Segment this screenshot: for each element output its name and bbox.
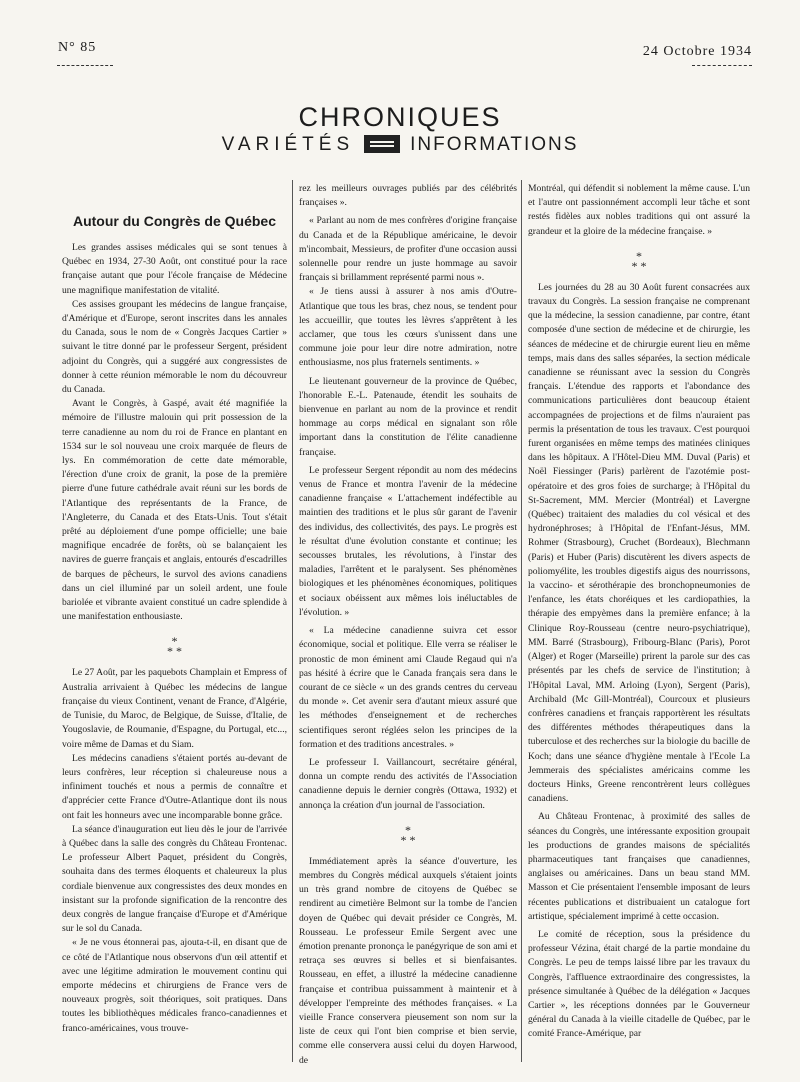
separator-top-star: * — [171, 634, 178, 649]
masthead-informations: INFORMATIONS — [410, 134, 579, 155]
issue-number: N° 85 — [58, 40, 97, 55]
paragraph: Avant le Congrès, à Gaspé, avait été magnifiée la mémoire de l'illustre malouin qui prit possession de la terre canadienne au nom du roi de France en plantant en 1534 sur le sol nouveau une croix marquée de fleurs de lys. En commémoration de cette date mémorable, l'érection d'une croix de granit, la pose de la première pierre d'une future cathédrale avait réuni sur les bords de l'Atlantique des représentants de la France, de l'Angleterre, du Canada et des Etats-Unis. Tout s'était prêté au déploiement d'une pompe officielle; une baie magnifique encadrée de forêts, où se balançaient les navires de guerre français et anglais, entourés d'escadrilles de barques de pêcheurs, le survol des avions canadiens dans un ciel illuminé par un soleil ardent, une foule bariolée et vibrante avaient constitué un cadre splendide à une manifestation enthousiaste. — [62, 398, 287, 623]
issue-date-rule — [692, 65, 752, 66]
masthead-title: CHRONIQUES — [298, 102, 502, 132]
separator-top-star: * — [636, 248, 642, 263]
section-separator — [62, 634, 287, 659]
paragraph: « La médecine canadienne suivra cet essor économique, social et politique. Elle verra se réaliser le pronostic de mon éminent ami Claude Regaud qui n'a pas hésité à écrire que le Canada français sera dans le courant de ce siècle « un des grands centres du cerveau du monde ». Cet avenir sera d'autant mieux assuré que les méthodes d'enseignement et de recherches scientifiques seront réglées selon les principes de la formation et des traditions ancestrales. » — [299, 625, 517, 750]
article-column-1 — [62, 182, 287, 1036]
column-rule-right — [521, 180, 522, 1062]
issue-date: 24 Octobre 1934 — [642, 44, 752, 59]
section-separator — [299, 822, 517, 847]
paragraph: Le 27 Août, par les paquebots Champlain et Empress of Australia arrivaient à Québec les médecins de langue française du vieux Continent, venant de France, d'Algérie, de Tunisie, du Maroc, de Belgique, de Suisse, d'Italie, de Yougoslavie, de Roumanie, d'Espagne, du Portugal, etc..., voire même de Damas et du Siam. — [62, 667, 287, 750]
paragraph: Immédiatement après la séance d'ouverture, les membres du Congrès médical auxquels s'étaient joints un très grand nombre de citoyens de Québec se rendirent au cimetière Belmont sur la tombe de l'ancien doyen de Québec qui devait présider ce Congrès, M. Rousseau. Le professeur Emile Sergent avec une émotion prenante prononça le panégyrique de son ami et retraça ses œuvres si belles et si bienfaisantes. Rousseau, en effet, a illustré la médecine canadienne française et contribua puissamment à maintenir et à développer l'empreinte des méthodes françaises. « La vieille France conservera pieusement son nom sur la liste de ceux qui l'ont bien comprise et bien servie, comme elle conservera aussi celui du doyen Harwood, de — [299, 855, 517, 1066]
section-separator — [528, 248, 750, 273]
paragraph: Les grandes assises médicales qui se sont tenues à Québec en 1934, 27-30 Août, ont constitué pour la race française autant que pour l'école française de Médecine une magnifique manifestation de vitalité. — [62, 242, 287, 296]
caduceus-emblem-icon — [364, 135, 400, 153]
article-column-3 — [528, 182, 750, 1042]
paragraph: Le comité de réception, sous la présidence du professeur Vézina, était chargé de la partie mondaine du Congrès. Le peu de temps laissé libre par les travaux du Congrès, l'affluence extraordinaire des congressistes, la présence simultanée à Québec de la délégation « Jacques Cartier », les réceptions données par le Gouverneur général du Canada à la vieille citadelle de Québec, par le comité France-Amérique, par — [528, 928, 750, 1040]
article-title: Autour du Congrès de Québec — [72, 213, 276, 229]
issue-number-rule — [57, 65, 113, 66]
separator-bottom-stars: * * — [631, 258, 647, 273]
separator-bottom-stars: * * — [167, 644, 182, 659]
paragraph: La séance d'inauguration eut lieu dès le jour de l'arrivée à Québec dans la salle des congrès du Château Frontenac. Le professeur Albert Paquet, président du Congrès, souhaita dans des termes éloquents et chaleureux la plus cordiale bienvenue aux congressistes des deux mondes en insistant sur la profonde signification de la rencontre des deux congrès de langue française d'Europe et d'Amérique sur le sol du Canada. — [62, 823, 287, 935]
column-rule-left — [292, 180, 293, 1062]
article-column-2 — [299, 182, 517, 1068]
paragraph: rez les meilleurs ouvrages publiés par des célébrités françaises ». — [299, 183, 517, 209]
masthead-varietes: VARIÉTÉS — [221, 134, 355, 155]
paragraph: Montréal, qui défendit si noblement la même cause. L'un et l'autre ont passionnément accompli leur tâche et sont restés fidèles aux nobles traditions qui ont assuré la grandeur et la gloire de la médecine française. » — [528, 183, 750, 237]
masthead-subtitle — [0, 134, 800, 156]
paragraph: Au Château Frontenac, à proximité des salles de séances du Congrès, une intéressante exposition groupait les productions de grandes maisons de spécialités pharmaceutiques tant françaises que canadiennes, anglaises ou américaines. Dans un beau stand MM. Masson et Cie présentaient l'ensemble imposant de leurs récentes publications et distribuaient un catalogue fort artistique, spécialement imprimé à cette occasion. — [528, 811, 750, 922]
paragraph: Les journées du 28 au 30 Août furent consacrées aux travaux du Congrès. La session française ne comprenant que la médecine, la session canadienne, par contre, étant composée d'une section de médecine et de chirurgie, les séances de médecine et de chirurgie eurent lieu en même temps, mais dans des salles séparées, la section médicale canadienne se réunissant avec la session du Congrès français. L'étendue des rapports et l'abondance des communications particulières dont beaucoup étaient accompagnées de projections et de films n'auraient pas permis la présentation de tous les travaux. C'est pourquoi furent organisées en même temps des matinées cliniques dans les hôpitaux. A l'Hôtel-Dieu MM. Duval (Paris) et Noël Fiessinger (Paris) parlèrent de l'azotémie post-opératoire et des gros foies de surcharge; à l'Hôpital du St-Sacrement, MM. Mercier (Montréal) et Lavergne (Québec) traitaient des maladies du col vésical et des hydronéphroses; à l'Hôpital de l'Enfant-Jésus, MM. Rohmer (Strasbourg), Cruchet (Bordeaux), Blechmann (Paris) et Huber (Paris) discutèrent les divers aspects de poliomyélite, les troubles digestifs aigus des nourrissons, la vaccino- et sérothérapie des bronchopneumonies de l'enfance, les états choréiques et les cardiopathies, la thérapie des empyèmes dans la première enfance; à la Clinique Roy-Rousseau (centre neuro-psychiatrique), MM. Barré (Strasbourg), Fribourg-Blanc (Paris), Porot (Alger) et Roger (Marseille) prirent la parole sur des cas présentés par les chefs de service de l'institution; à l'Hôpital Laval, MM. Arloing (Lyon), Sergent (Paris), Archibald (Mc Gill-Montréal), Courcoux et plusieurs confrères canadiens et français rapportèrent les résultats des différentes méthodes thérapeutiques dans la tuberculose et des recherches sur la biologie du bacille de Koch; dans une séance d'hygiène mentale à l'Ecole La Jemmerais des spécialistes américains comme les docteurs Hinks, Greene rencontrèrent leurs collègues canadiens. — [528, 281, 750, 805]
paragraph: Le lieutenant gouverneur de la province de Québec, l'honorable E.-L. Patenaude, étendit les souhaits de bienvenue en parlant au nom de la province et rendit hommage au corps médical en signalant son rôle important dans la constitution de l'élite canadienne française. — [299, 375, 517, 458]
paragraph: Le professeur Sergent répondit au nom des médecins venus de France et montra l'avenir de la médecine canadienne française « L'attachement indéfectible au maintien des traditions et le plus sûr garant de l'avenir des individus, des collectivités, des pays. Le progrès est le résultat d'une évolution constante et continue; les secousses brutales, les révolutions, à l'instar des maladies, l'arrêtent et le paralysent. Ses phénomènes biologiques et les phénomènes économiques, politiques et sociaux obéissent aux mêmes lois inéluctables de l'évolution. » — [299, 464, 517, 618]
separator-bottom-stars: * * — [400, 832, 416, 847]
paragraph: « Je ne vous étonnerai pas, ajouta-t-il, en disant que de ce côté de l'Atlantique nous observons d'un œil attentif et avec une légitime admiration le mouvement continu qui emporte médecins et chirurgiens de France vers de nouveaux progrès, soit théoriques, soit pratiques. Dans toutes les bibliothèques médicales franco-canadiennes et franco-américaines, vous trouve- — [62, 937, 287, 1034]
separator-top-star: * — [405, 822, 411, 837]
paragraph: Le professeur I. Vaillancourt, secrétaire général, donna un compte rendu des activités de l'Association canadienne depuis le dernier congrès (Ottawa, 1932) et annonça la création d'un journal de l'association. — [299, 756, 517, 811]
paragraph: Ces assises groupant les médecins de langue française, d'Amérique et d'Europe, seront inscrites dans les annales du Canada, sous le nom de « Congrès Jacques Cartier » suivant le titre donné par le professeur Sergent, président adjoint du Congrès, qui a suggéré aux congressistes de donner à cette réunion mémorable le nom du découvreur du Canada. — [62, 298, 287, 396]
paragraph: « Parlant au nom de mes confrères d'origine française du Canada et de la République américaine, le devoir m'incombait, Messieurs, de profiter d'une occasion aussi solennelle pour rendre un juste hommage au savoir français si brillamment représenté parmi nous ». — [299, 215, 517, 284]
paragraph: « Je tiens aussi à assurer à nos amis d'Outre-Atlantique que tous les bras, chez nous, se tendent pour les accueillir, que toutes les lèvres s'apprêtent à les acclamer, que tous les cœurs s'unissent dans une commune joie pour leur dire notre admiration, notre enthousiasme, nos plus fraternels sentiments. » — [299, 286, 517, 369]
paragraph: Les médecins canadiens s'étaient portés au-devant de leurs confrères, leur réception si chaleureuse nous a infiniment touchés et nous a permis de connaître et d'apprécier cette France d'Outre-Atlantique dont ils nous ont fait les honneurs avec une incomparable bonne grâce. — [62, 752, 287, 821]
